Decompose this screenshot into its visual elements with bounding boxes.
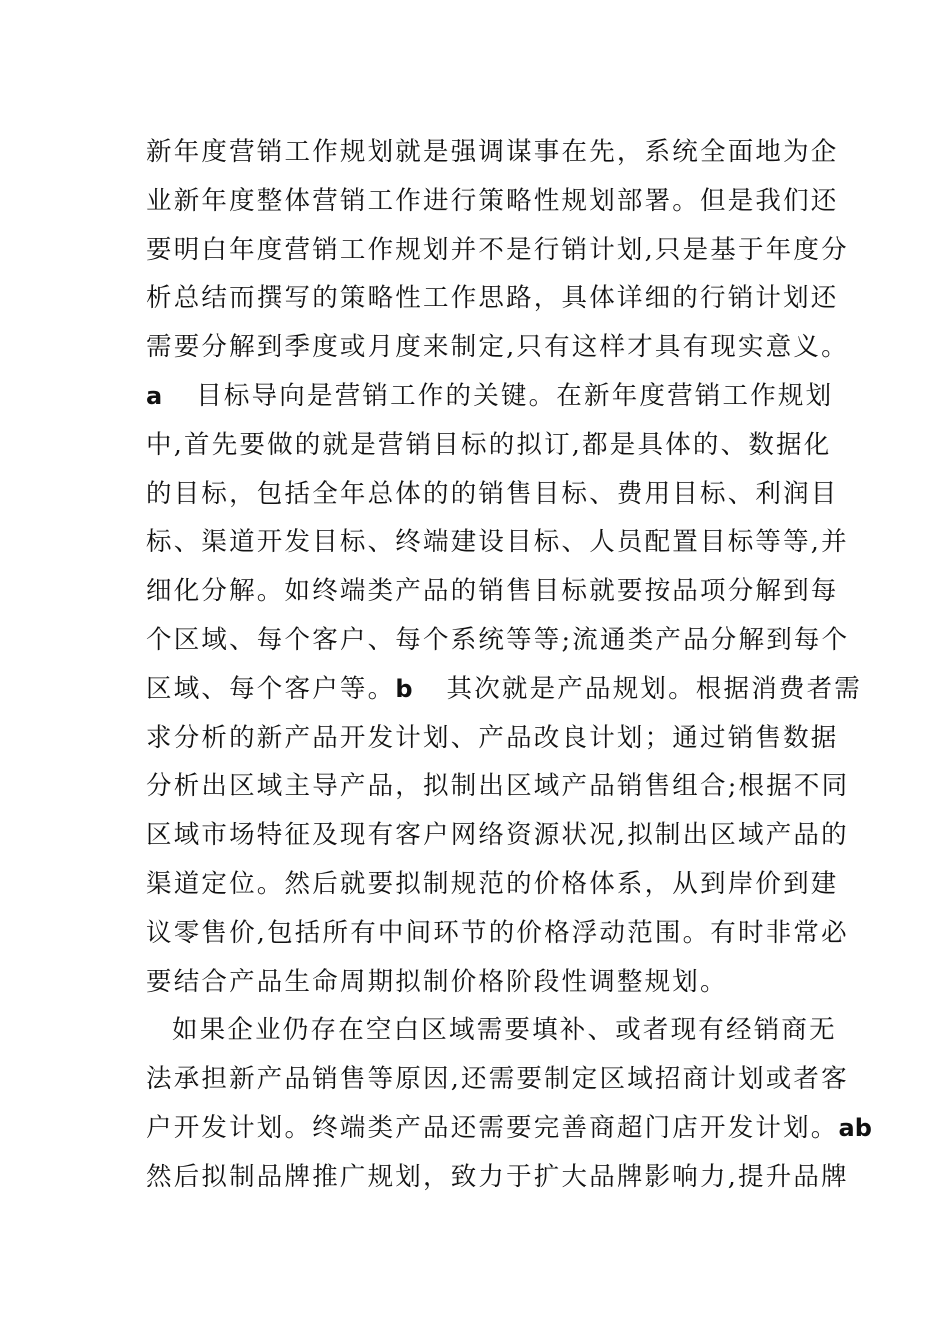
text-line: 议零售价,包括所有中间环节的价格浮动范围。有时非常必 xyxy=(146,917,849,948)
text-line: 如果企业仍存在空白区域需要填补、或者现有经销商无 xyxy=(172,1015,837,1046)
text-line: 要明白年度营销工作规划并不是行销计划,只是基于年度分 xyxy=(146,234,849,265)
text-line: 业新年度整体营销工作进行策略性规划部署。但是我们还 xyxy=(146,185,839,216)
list-marker-a: a xyxy=(146,381,163,410)
text-line: 析总结而撰写的策略性工作思路，具体详细的行销计划还 xyxy=(146,283,839,314)
text-line: 求分析的新产品开发计划、产品改良计划；通过销售数据 xyxy=(146,722,839,753)
text-segment: 其次就是产品规划。根据消费者需 xyxy=(446,673,863,704)
text-line: 标、渠道开发目标、终端建设目标、人员配置目标等等,并 xyxy=(146,527,849,558)
text-line: 新年度营销工作规划就是强调谋事在先，系统全面地为企 xyxy=(146,137,839,167)
text-line: 法承担新产品销售等原因,还需要制定区域招商计划或者客 xyxy=(146,1064,849,1095)
text-line: 渠道定位。然后就要拟制规范的价格体系，从到岸价到建 xyxy=(146,868,839,899)
text-line: 中,首先要做的就是营销目标的拟订,都是具体的、数据化 xyxy=(146,429,832,460)
text-line xyxy=(146,1104,872,1153)
text-segment: 区域、每个客户等。 xyxy=(146,673,396,704)
text-line: 区域市场特征及现有客户网络资源状况,拟制出区域产品的 xyxy=(146,820,849,851)
list-marker-ab: ab xyxy=(838,1113,872,1142)
text-line: 的目标，包括全年总体的的销售目标、费用目标、利润目 xyxy=(146,478,839,509)
text-segment: 户开发计划。终端类产品还需要完善商超门店开发计划。 xyxy=(146,1112,839,1143)
text-line: 个区域、每个客户、每个系统等等;流通类产品分解到每个 xyxy=(146,624,850,655)
text-segment: 目标导向是营销工作的关键。在新年度营销工作规划 xyxy=(196,380,834,411)
text-line xyxy=(146,372,834,421)
text-line: 要结合产品生命周期拟制价格阶段性调整规划。 xyxy=(146,966,728,997)
text-line xyxy=(146,665,863,714)
text-line: 然后拟制品牌推广规划，致力于扩大品牌影响力,提升品牌 xyxy=(146,1161,849,1192)
document-body xyxy=(146,128,872,1202)
list-marker-b: b xyxy=(395,674,413,703)
text-line: 细化分解。如终端类产品的销售目标就要按品项分解到每 xyxy=(146,576,839,607)
text-line: 需要分解到季度或月度来制定,只有这样才具有现实意义。 xyxy=(146,332,849,363)
text-line: 分析出区域主导产品，拟制出区域产品销售组合;根据不同 xyxy=(146,771,850,802)
